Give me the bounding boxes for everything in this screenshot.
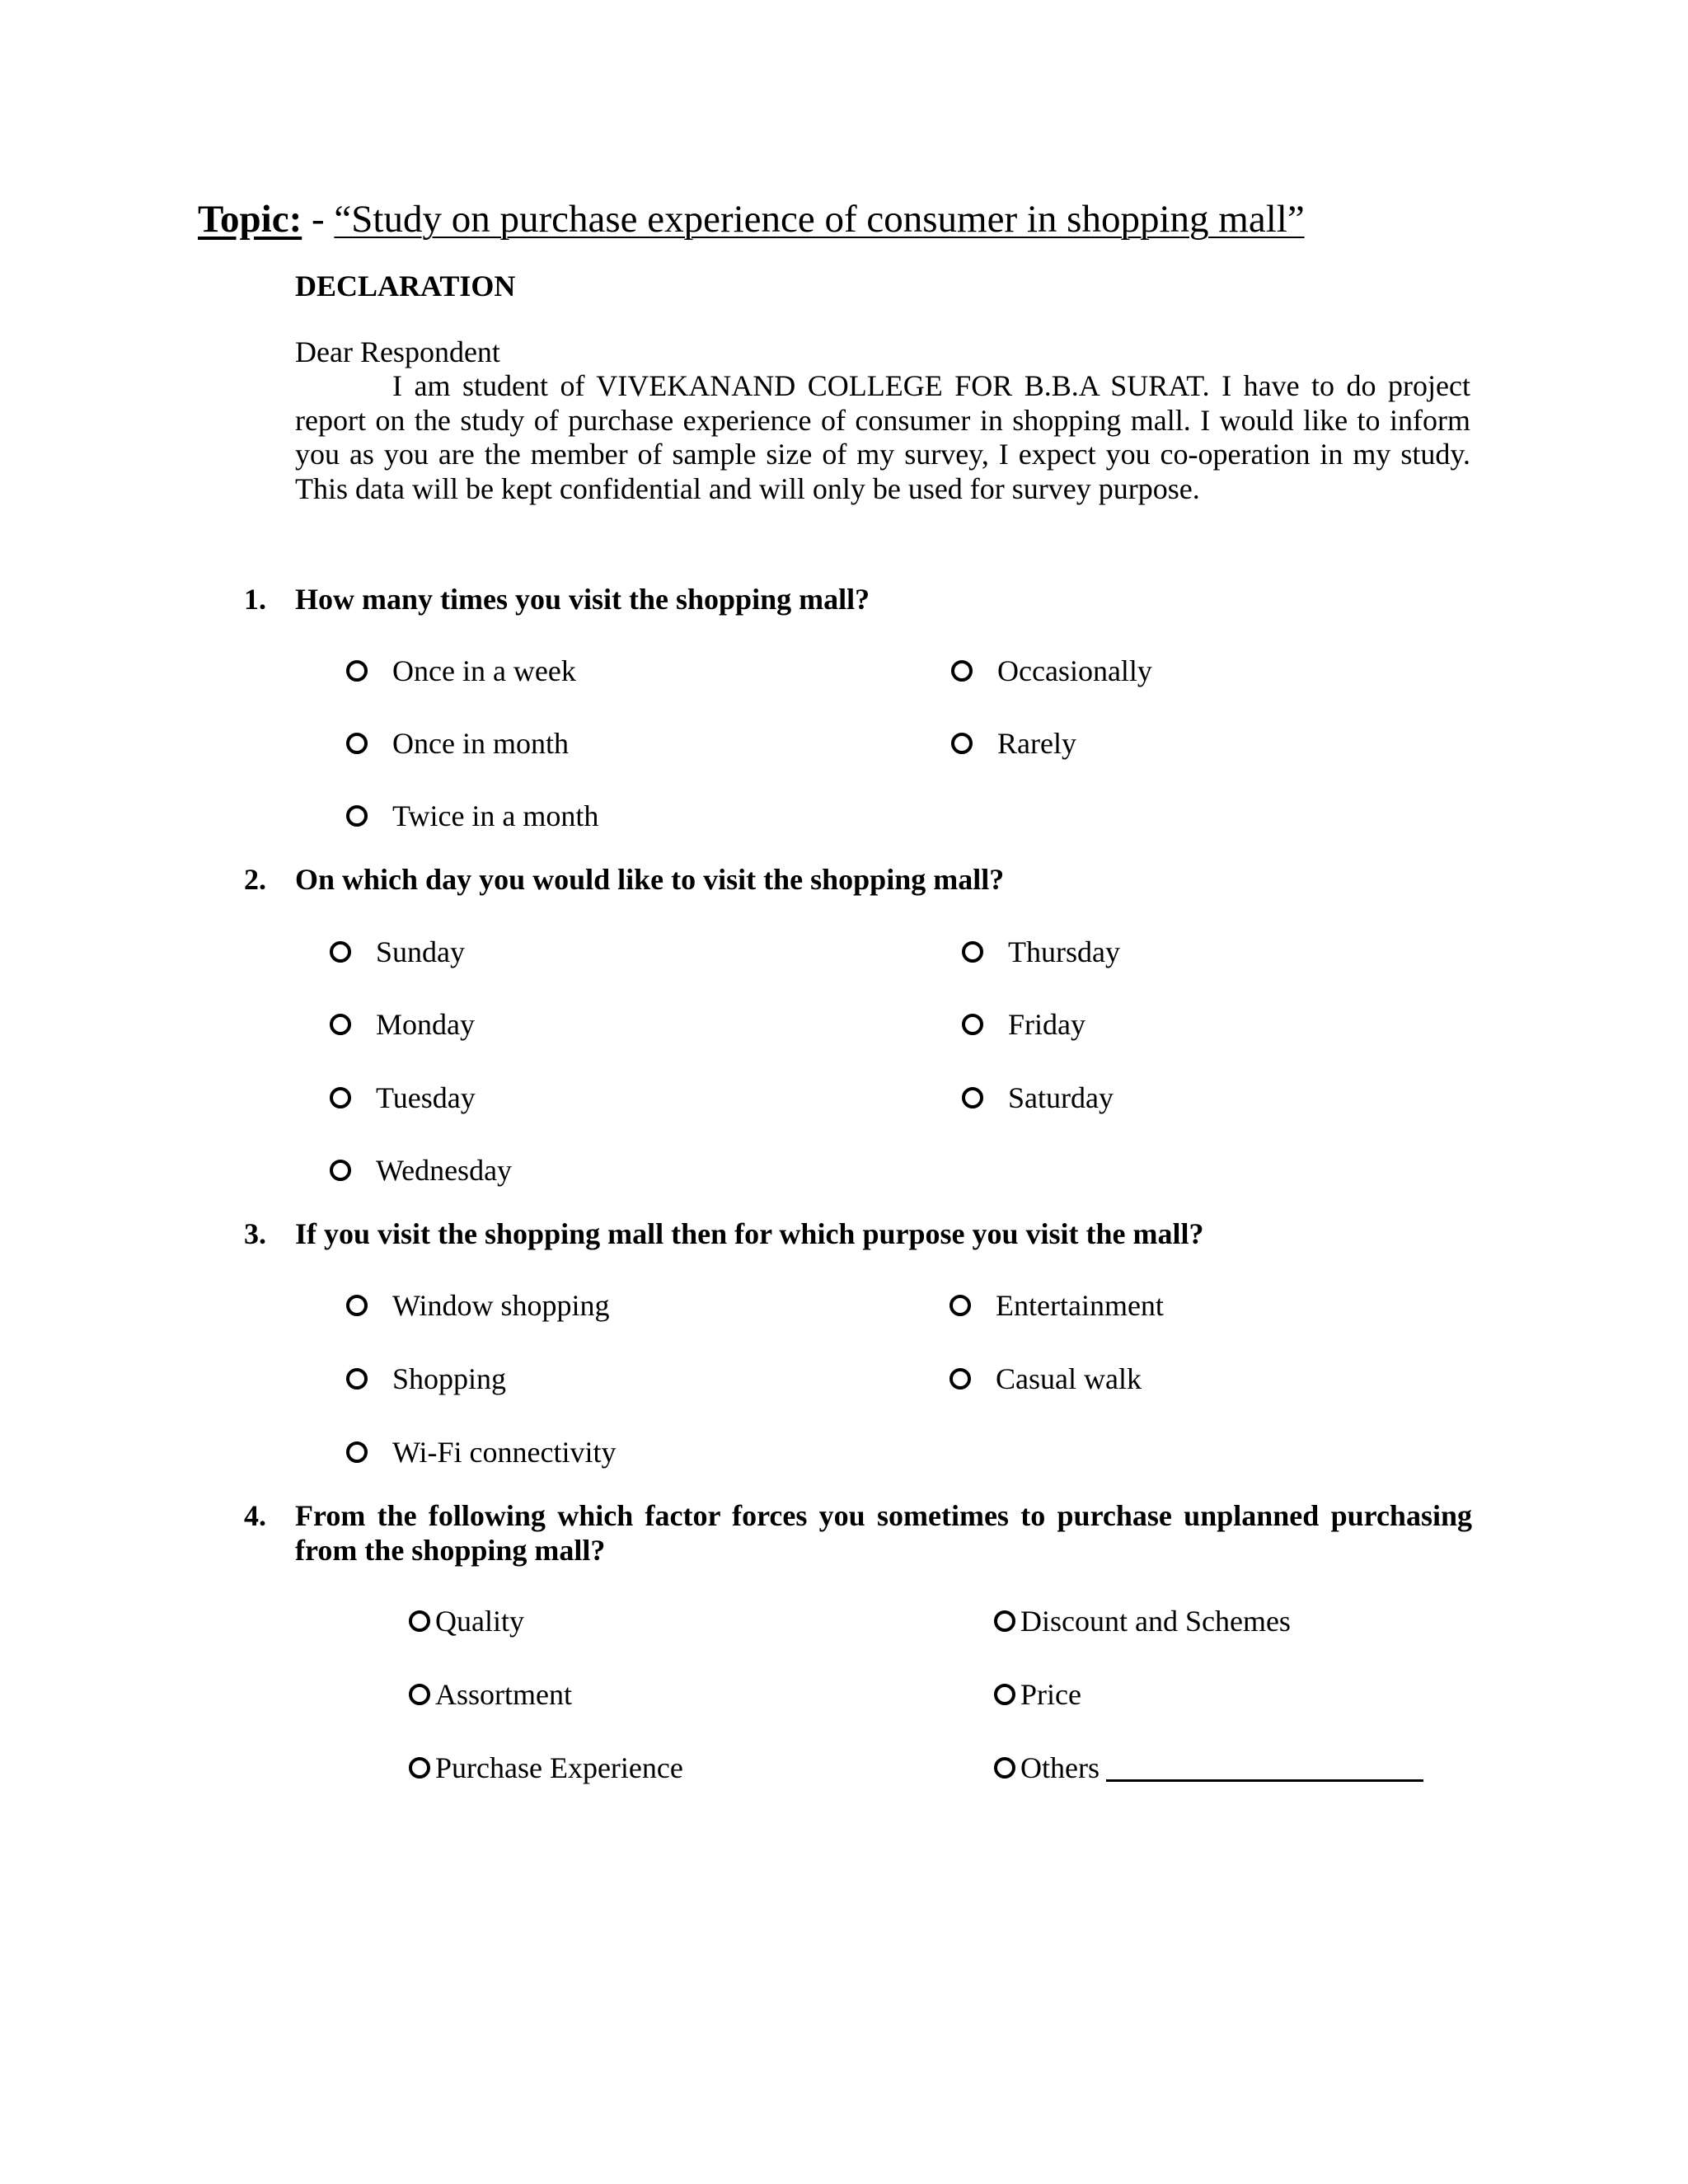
option-label: Sunday	[376, 935, 465, 968]
radio-circle-icon[interactable]	[346, 1441, 368, 1463]
radio-circle-icon[interactable]	[346, 733, 368, 754]
option-discount-and-schemes[interactable]	[994, 1603, 1291, 1639]
option-label: Others	[1020, 1751, 1100, 1784]
question-3	[244, 1216, 1472, 1251]
option-wednesday[interactable]	[330, 1152, 512, 1188]
option-window-shopping[interactable]	[346, 1287, 610, 1324]
option-thursday[interactable]	[962, 934, 1120, 970]
option-sunday[interactable]	[330, 934, 465, 970]
option-once-in-a-week[interactable]	[346, 653, 576, 689]
question-text: How many times you visit the shopping mall?	[295, 583, 870, 616]
option-label: Casual walk	[996, 1362, 1142, 1395]
others-fill-in-line[interactable]	[1106, 1755, 1423, 1782]
radio-circle-icon[interactable]	[346, 805, 368, 827]
question-text: On which day you would like to visit the shopping mall?	[295, 863, 1005, 896]
option-assortment[interactable]	[409, 1676, 572, 1713]
option-purchase-experience[interactable]	[409, 1750, 683, 1786]
option-tuesday[interactable]	[330, 1080, 476, 1116]
radio-circle-icon[interactable]	[330, 1087, 351, 1108]
option-label: Friday	[1008, 1008, 1085, 1041]
question-2	[244, 862, 1472, 897]
option-shopping[interactable]	[346, 1361, 506, 1397]
question-number: 2.	[244, 863, 266, 896]
option-label: Occasionally	[997, 654, 1152, 687]
radio-circle-icon[interactable]	[950, 1368, 971, 1390]
question-number: 4.	[244, 1499, 266, 1532]
option-entertainment[interactable]	[950, 1287, 1164, 1324]
radio-circle-icon[interactable]	[409, 1610, 430, 1632]
option-rarely[interactable]	[951, 725, 1076, 762]
radio-circle-icon[interactable]	[346, 660, 368, 682]
radio-circle-icon[interactable]	[994, 1684, 1015, 1705]
option-label: Twice in a month	[392, 799, 599, 832]
option-label: Shopping	[392, 1362, 507, 1395]
radio-circle-icon[interactable]	[951, 660, 973, 682]
radio-circle-icon[interactable]	[346, 1295, 368, 1316]
option-label: Entertainment	[996, 1289, 1164, 1322]
question-number: 3.	[244, 1217, 266, 1250]
option-label: Window shopping	[392, 1289, 610, 1322]
question-4	[244, 1498, 1472, 1568]
radio-circle-icon[interactable]	[330, 1014, 351, 1035]
radio-circle-icon[interactable]	[994, 1757, 1015, 1779]
topic-title: “Study on purchase experience of consumer in shopping mall”	[334, 198, 1305, 241]
option-label: Thursday	[1008, 935, 1120, 968]
greeting: Dear Respondent	[295, 335, 500, 368]
question-text: From the following which factor forces you sometimes to purchase unplanned purchasing from the shopping mall?	[295, 1499, 1472, 1567]
radio-circle-icon[interactable]	[409, 1757, 430, 1779]
option-label: Once in month	[392, 727, 569, 760]
radio-circle-icon[interactable]	[409, 1684, 430, 1705]
radio-circle-icon[interactable]	[330, 1160, 351, 1181]
option-label: Tuesday	[376, 1081, 476, 1114]
declaration-body	[295, 369, 1470, 506]
question-number: 1.	[244, 583, 266, 616]
topic-label: Topic:	[198, 198, 302, 241]
radio-circle-icon[interactable]	[950, 1295, 971, 1316]
option-label: Once in a week	[392, 654, 576, 687]
option-others[interactable]	[994, 1750, 1423, 1786]
option-label: Assortment	[435, 1678, 572, 1711]
option-label: Wednesday	[376, 1154, 513, 1187]
radio-circle-icon[interactable]	[951, 733, 973, 754]
declaration-paragraph: I am student of VIVEKANAND COLLEGE FOR B.B.A SURAT. I have to do project report on the study of purchase experience of consumer in shopping mall. I would like to inform you as you are the member of sample size of my survey, I expect you co-operation in my study. This data will be kept confidential and will only be used for survey purpose.	[295, 369, 1470, 505]
option-label: Wi-Fi connectivity	[392, 1436, 617, 1469]
question-text: If you visit the shopping mall then for which purpose you visit the mall?	[295, 1217, 1204, 1250]
radio-circle-icon[interactable]	[962, 941, 983, 963]
option-wifi-connectivity[interactable]	[346, 1434, 617, 1470]
radio-circle-icon[interactable]	[962, 1087, 983, 1108]
option-label: Discount and Schemes	[1020, 1605, 1291, 1638]
option-label: Monday	[376, 1008, 475, 1041]
option-monday[interactable]	[330, 1006, 475, 1043]
question-1	[244, 582, 1472, 616]
option-saturday[interactable]	[962, 1080, 1114, 1116]
option-label: Rarely	[997, 727, 1076, 760]
option-occasionally[interactable]	[951, 653, 1152, 689]
option-label: Quality	[435, 1605, 524, 1638]
option-price[interactable]	[994, 1676, 1081, 1713]
topic-line	[198, 194, 1305, 244]
topic-separator: -	[312, 198, 325, 241]
option-label: Saturday	[1008, 1081, 1114, 1114]
radio-circle-icon[interactable]	[962, 1014, 983, 1035]
declaration-heading: DECLARATION	[295, 269, 516, 302]
option-once-in-month[interactable]	[346, 725, 569, 762]
option-twice-in-a-month[interactable]	[346, 798, 598, 834]
option-label: Purchase Experience	[435, 1751, 683, 1784]
radio-circle-icon[interactable]	[346, 1368, 368, 1390]
radio-circle-icon[interactable]	[330, 941, 351, 963]
option-quality[interactable]	[409, 1603, 524, 1639]
option-friday[interactable]	[962, 1006, 1085, 1043]
option-casual-walk[interactable]	[950, 1361, 1142, 1397]
option-label: Price	[1020, 1678, 1081, 1711]
radio-circle-icon[interactable]	[994, 1610, 1015, 1632]
